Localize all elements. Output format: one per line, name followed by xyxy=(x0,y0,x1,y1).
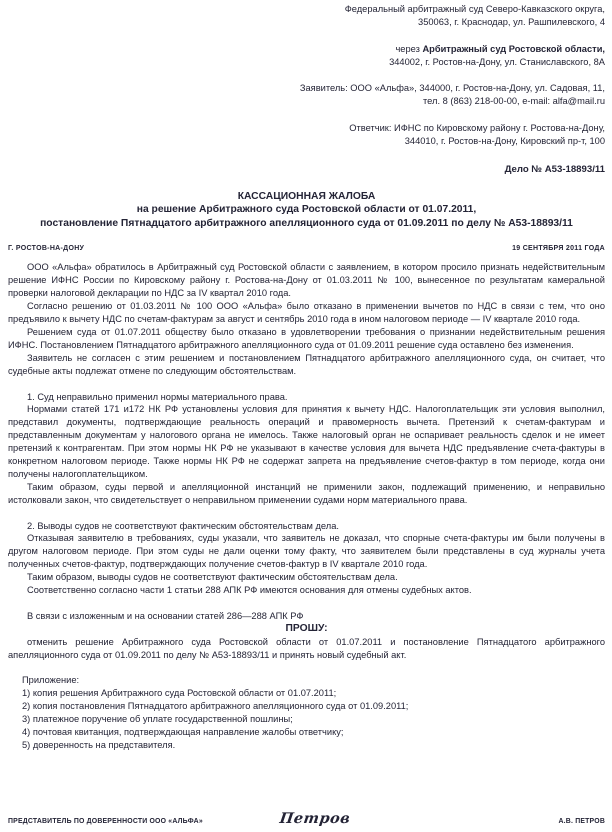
paragraph-intro-3: Решением суда от 01.07.2011 обществу было отказано в удовлетворении требования о признании недействительным решения ИФНС. Постановлением Пятнадцатого арбитражного апелляционного суда от 01.09.2011 решение суда оставлено без изменения. xyxy=(8,326,605,350)
appendix-item-3: 3) платежное поручение об уплате государственной пошлины; xyxy=(22,714,293,725)
document-title xyxy=(8,190,605,231)
section2-paragraph-1: Отказывая заявителю в требованиях, суды указали, что заявитель не доказал, что спорные счета-фактуры им были получены в другом налоговом периоде. При этом суды не дали оценки тому факту, что заявителем были представлены в суд журналы учета полученных счетов-фактур, подтверждающих получение счетов-фактур в IV квартале 2010 года. xyxy=(8,533,605,570)
via-court-name: Арбитражный суд Ростовской области, xyxy=(422,43,605,54)
title-line1: КАССАЦИОННАЯ ЖАЛОБА xyxy=(237,190,376,202)
signature-row xyxy=(8,808,605,825)
representative-label: ПРЕДСТАВИТЕЛЬ ПО ДОВЕРЕННОСТИ ООО «АЛЬФА» xyxy=(8,818,203,825)
document-date: 19 СЕНТЯБРЯ 2011 ГОДА xyxy=(512,245,605,253)
title-line2: на решение Арбитражного суда Ростовской области от 01.07.2011, xyxy=(136,204,477,216)
via-court-address xyxy=(8,43,605,70)
section2-paragraph-2: Таким образом, выводы судов не соответствуют фактическим обстоятельствам дела. xyxy=(27,572,398,583)
via-prefix: через xyxy=(395,43,423,54)
title-line3: постановление Пятнадцатого арбитражного апелляционного суда от 01.09.2011 по делу № А53-18893/11 xyxy=(40,217,573,229)
via-court-street: 344002, г. Ростов-на-Дону, ул. Станиславского, 8А xyxy=(389,56,605,67)
respondent-line1: Ответчик: ИФНС по Кировскому району г. Ростова-на-Дону, xyxy=(349,122,605,133)
paragraph-intro-4: Заявитель не согласен с этим решением и постановлением Пятнадцатого арбитражного апелляционного суда, он считает, что судебные акты подлежат отмене по следующим обстоятельствам. xyxy=(8,352,605,376)
blank-line xyxy=(8,507,605,520)
claimant-line2: тел. 8 (863) 218-00-00, e-mail: alfa@mail.ru xyxy=(423,96,605,107)
section2-heading: 2. Выводы судов не соответствуют фактическим обстоятельствам дела. xyxy=(27,520,339,531)
header-address-block xyxy=(8,3,605,177)
place-date-row xyxy=(8,245,605,252)
appendix-list xyxy=(22,674,605,751)
case-number: Дело № А53-18893/11 xyxy=(504,164,605,176)
cassation-court-street: 350063, г. Краснодар, ул. Рашпилевского, 4 xyxy=(418,17,605,28)
document-body xyxy=(8,261,605,751)
cassation-court-name: Федеральный арбитражный суд Северо-Кавказского округа, xyxy=(344,4,605,14)
request-text: отменить решение Арбитражного суда Ростовской области от 01.07.2011 и постановление Пятнадцатого арбитражного апелляционного суда от 01.09.2011 по делу № А53-18893/11 и принять новый судебный акт. xyxy=(8,636,605,660)
section2-paragraph-3: Соответственно согласно части 1 статьи 288 АПК РФ имеются основания для отмены судебных актов. xyxy=(27,585,472,596)
paragraph-intro-1: ООО «Альфа» обратилось в Арбитражный суд Ростовской области с заявлением, в котором просило признать недействительным решение ИФНС России по Кировскому району г. Ростова-на-Дону от 01.03.2011 № 100, вынесенное по результатам камеральной проверки налоговой декларации по НДС за IV квартал 2010 года. xyxy=(8,262,605,299)
handwritten-signature: Петров xyxy=(278,810,352,827)
legal-basis-line: В связи с изложенным и на основании статей 286—288 АПК РФ xyxy=(27,610,304,621)
appendix-item-4: 4) почтовая квитанция, подтверждающая направление жалобы ответчику; xyxy=(22,727,344,738)
section1-paragraph-2: Таким образом, суды первой и апелляционной инстанций не применили закон, подлежащий применению, и неправильно истолковали закон, что свидетельствует о неправильном применении судами норм материального права. xyxy=(8,481,605,505)
blank-line xyxy=(8,597,605,610)
request-heading: ПРОШУ: xyxy=(285,622,328,634)
document-place: Г. РОСТОВ-НА-ДОНУ xyxy=(8,245,85,253)
paragraph-intro-2: Согласно решению от 01.03.2011 № 100 ООО «Альфа» было отказано в применении вычетов по НДС в связи с тем, что оно предъявило к вычету НДС по счетам-фактурам за август и сентябрь 2010 года в ином налоговом периоде — IV квартале 2010 года. xyxy=(8,301,605,325)
claimant-block xyxy=(8,82,605,109)
representative-name: А.В. ПЕТРОВ xyxy=(558,818,605,825)
respondent-block xyxy=(8,122,605,149)
appendix-item-1: 1) копия решения Арбитражного суда Ростовской области от 01.07.2011; xyxy=(22,688,337,699)
blank-line xyxy=(8,378,605,391)
appendix-item-2: 2) копия постановления Пятнадцатого арбитражного апелляционного суда от 01.09.2011; xyxy=(22,701,409,712)
cassation-court-address xyxy=(8,3,605,30)
via-court-line xyxy=(8,43,605,56)
respondent-line2: 344010, г. Ростов-на-Дону, Кировский пр-т, 100 xyxy=(404,136,605,147)
claimant-line1: Заявитель: ООО «Альфа», 344000, г. Ростов-на-Дону, ул. Садовая, 11, xyxy=(299,83,605,94)
appendix-item-5: 5) доверенность на представителя. xyxy=(22,739,176,750)
section1-paragraph-1: Нормами статей 171 и172 НК РФ установлены условия для принятия к вычету НДС. Налогоплательщик эти условия выполнил, представил документы, подтверждающие реальность операций и правомерность вычета. Претензий к счетам-фактурам и представленным документам у налогового органа не имелось. Также налоговый орган не оспаривает реальность сделок и не имеет претензий к контрагентам. При этом нормы НК РФ не указывают в качестве условия для вычета НДС предъявление счета-фактуры в конкретном налоговом периоде. Также нормы НК РФ не содержат запрета на предъявление счетов-фактур в том периоде, когда они получены налогоплательщиком. xyxy=(8,404,605,479)
appendix-title: Приложение: xyxy=(22,675,80,686)
section1-heading: 1. Суд неправильно применил нормы материального права. xyxy=(27,391,288,402)
blank-line xyxy=(8,662,605,675)
